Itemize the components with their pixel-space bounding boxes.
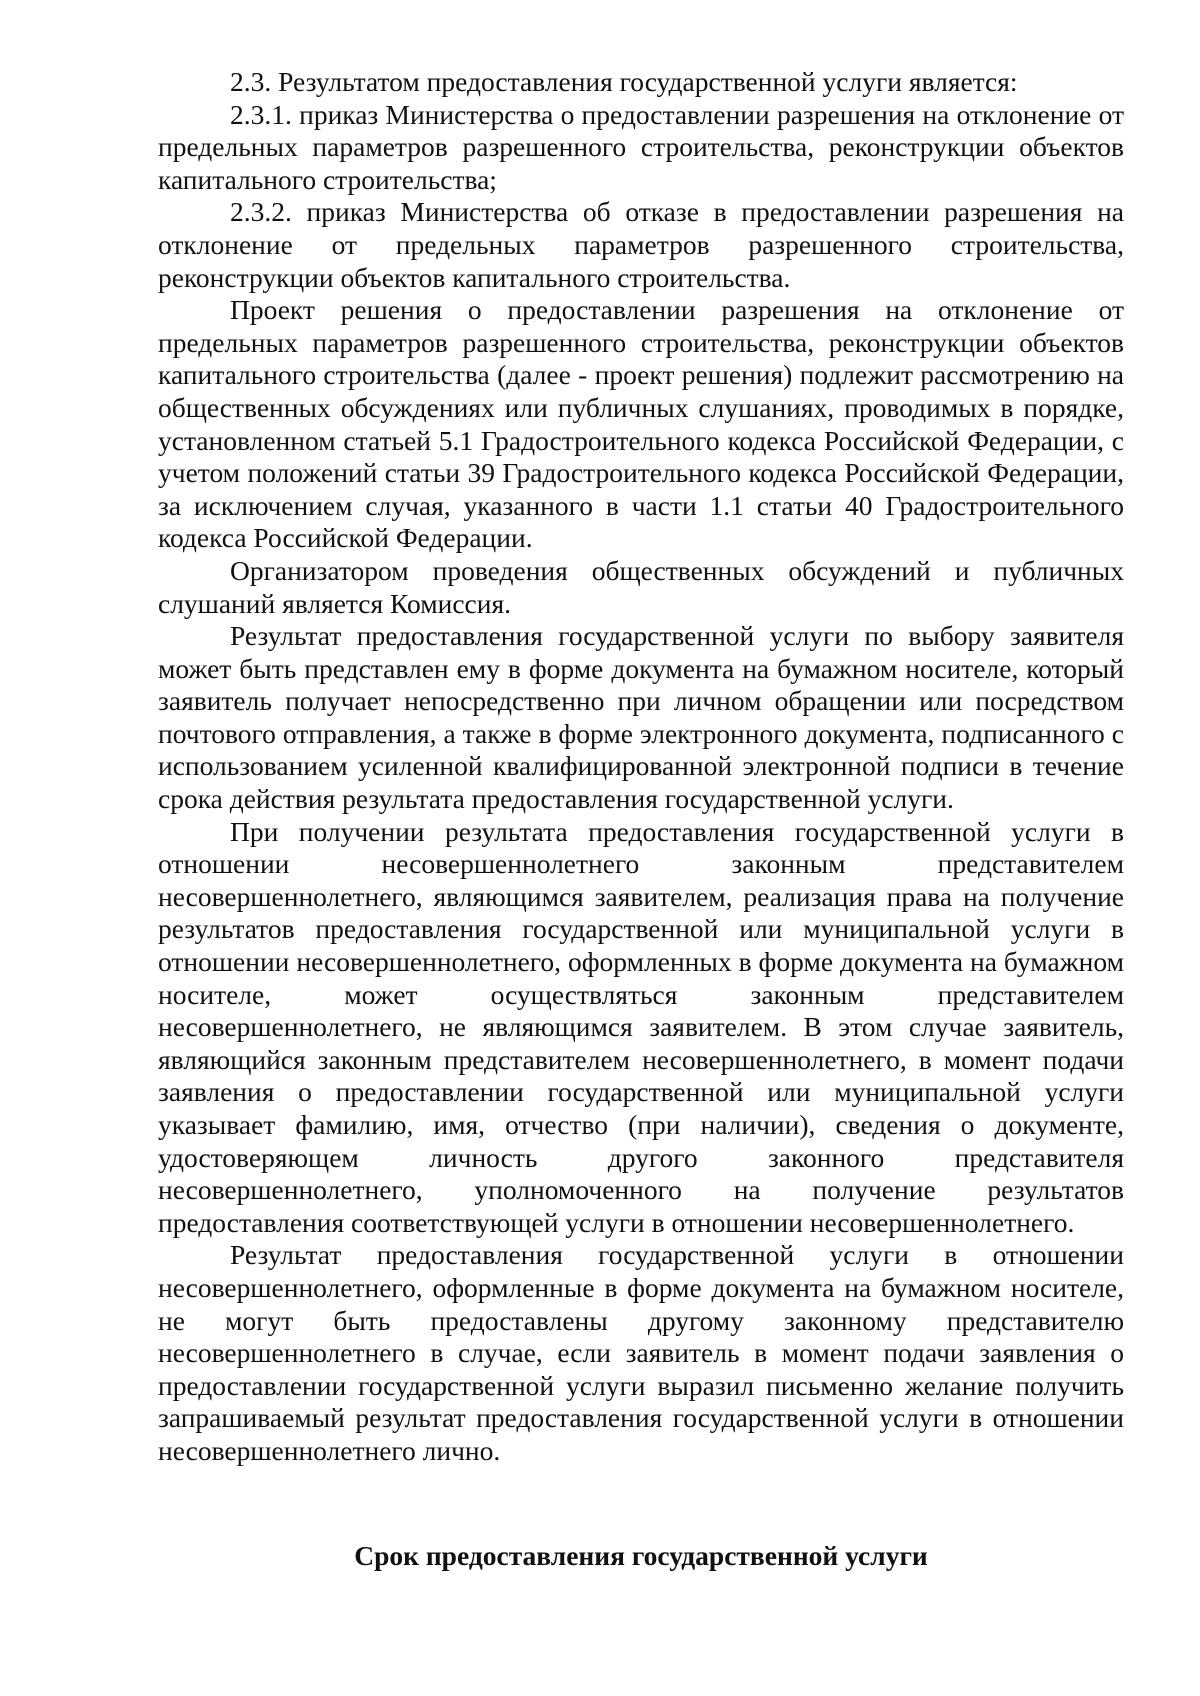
paragraph-minor-result: Результат предоставления государственной услуги в отношении несовершеннолетнего, оформленные в форме документа на бумажном носителе, не могут быть предоставлены другому законному представителю несовершеннолетнего в случае, если заявитель в момент подачи заявления о предоставлении государственной услуги выразил письменно желание получить запрашиваемый результат предоставления государственной услуги в отношении несовершеннолетнего лично.	[158, 1239, 1124, 1466]
paragraph-draft-decision: Проект решения о предоставлении разрешения на отклонение от предельных параметров разрешенного строительства, реконструкции объектов капитального строительства (далее - проект решения) подлежит рассмотрению на общественных обсуждениях или публичных слушаниях, проводимых в порядке, установленном статьей 5.1 Градостроительного кодекса Российской Федерации, с учетом положений статьи 39 Градостроительного кодекса Российской Федерации, за исключением случая, указанного в части 1.1 статьи 40 Градостроительного кодекса Российской Федерации.	[158, 294, 1124, 554]
paragraph-organizer: Организатором проведения общественных обсуждений и публичных слушаний является Комиссия.	[158, 554, 1124, 619]
paragraph-2-3-2: 2.3.2. приказ Министерства об отказе в предоставлении разрешения на отклонение от предельных параметров разрешенного строительства, реконструкции объектов капитального строительства.	[158, 196, 1124, 293]
paragraph-2-3-1: 2.3.1. приказ Министерства о предоставлении разрешения на отклонение от предельных параметров разрешенного строительства, реконструкции объектов капитального строительства;	[158, 98, 1124, 195]
paragraph-result-form: Результат предоставления государственной услуги по выбору заявителя может быть представлен ему в форме документа на бумажном носителе, который заявитель получает непосредственно при личном обращении или посредством почтового отправления, а также в форме электронного документа, подписанного с использованием усиленной квалифицированной электронной подписи в течение срока действия результата предоставления государственной услуги.	[158, 620, 1124, 815]
paragraph-minor-representative: При получении результата предоставления государственной услуги в отношении несовершеннолетнего законным представителем несовершеннолетнего, являющимся заявителем, реализация права на получение результатов предоставления государственной или муниципальной услуги в отношении несовершеннолетнего, оформленных в форме документа на бумажном носителе, может осуществляться законным представителем несовершеннолетнего, не являющимся заявителем. В этом случае заявитель, являющийся законным представителем несовершеннолетнего, в момент подачи заявления о предоставлении государственной или муниципальной услуги указывает фамилию, имя, отчество (при наличии), сведения о документе, удостоверяющем личность другого законного представителя несовершеннолетнего, уполномоченного на получение результатов предоставления соответствующей услуги в отношении несовершеннолетнего.	[158, 815, 1124, 1238]
document-body	[158, 66, 1124, 1468]
paragraph-2-3: 2.3. Результатом предоставления государственной услуги является:	[230, 66, 1018, 97]
section-heading: Срок предоставления государственной услуги	[354, 1540, 928, 1571]
